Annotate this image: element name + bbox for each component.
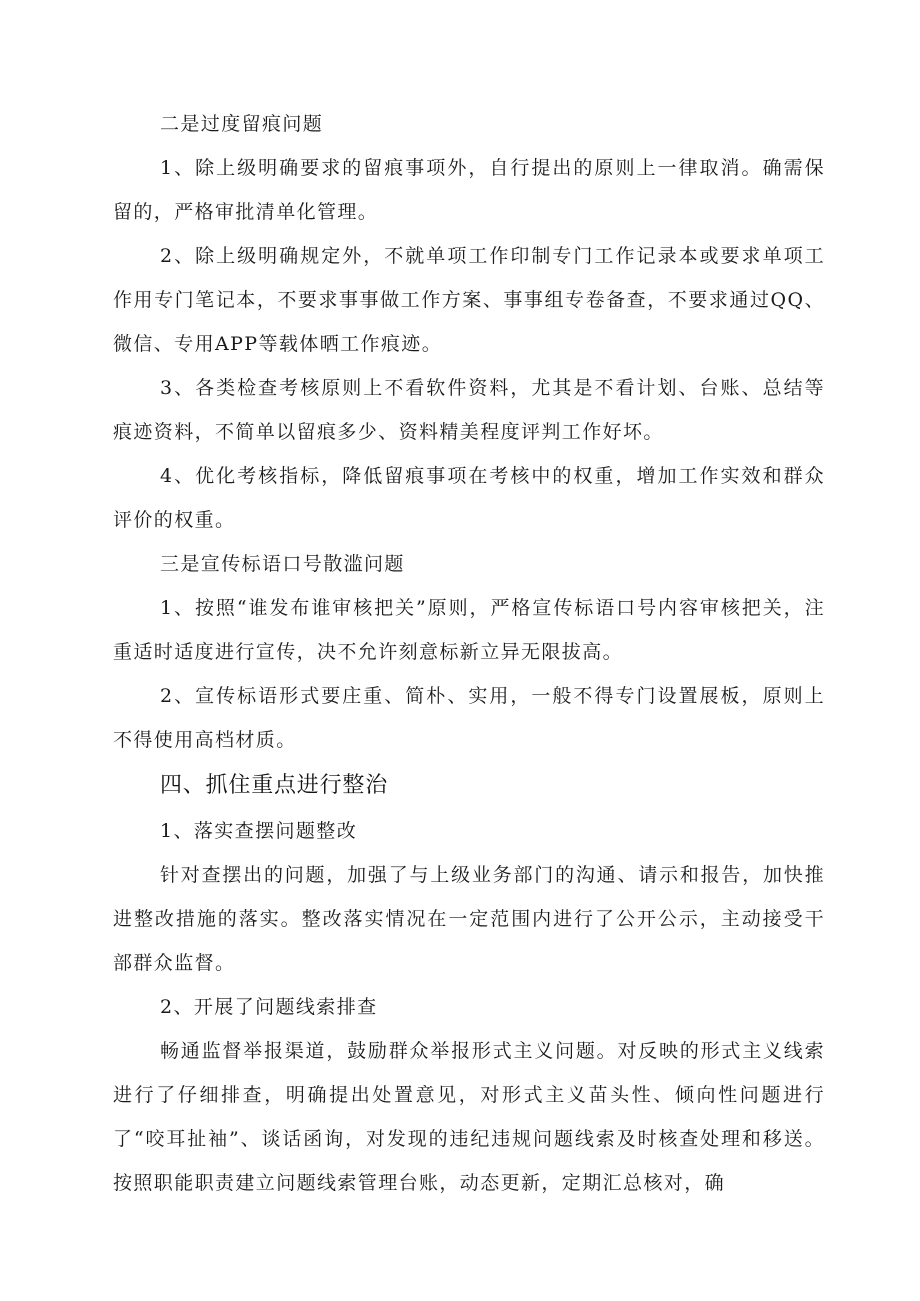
paragraph-trace-item-1: 1、除上级明确要求的留痕事项外，自行提出的原则上一律取消。确需保留的，严格审批清单化管理。 bbox=[113, 157, 825, 223]
paragraph-slogan-item-1: 1、按照“谁发布谁审核把关”原则，严格宣传标语口号内容审核把关，注重适时适度进行宣传，决不允许刻意标新立异无限拔高。 bbox=[113, 597, 825, 663]
subheading-clue-investigation: 2、开展了问题线索排查 bbox=[160, 996, 378, 1018]
paragraph-rectification: 针对查摆出的问题，加强了与上级业务部门的沟通、请示和报告，加快推进整改措施的落实。整改落实情况在一定范围内进行了公开公示，主动接受干部群众监督。 bbox=[113, 864, 825, 974]
paragraph-trace-item-2: 2、除上级明确规定外，不就单项工作印制专门工作记录本或要求单项工作用专门笔记本，不要求事事做工作方案、事事组专卷备查，不要求通过QQ、微信、专用APP等载体晒工作痕迹。 bbox=[113, 245, 825, 355]
document-body bbox=[113, 102, 825, 1205]
section-heading-excessive-traces: 二是过度留痕问题 bbox=[160, 113, 324, 135]
chapter-heading-four: 四、抓住重点进行整治 bbox=[160, 773, 389, 798]
section-heading-slogans: 三是宣传标语口号散滥问题 bbox=[160, 553, 405, 575]
paragraph-clue-investigation: 畅通监督举报渠道，鼓励群众举报形式主义问题。对反映的形式主义线索进行了仔细排查，明确提出处置意见，对形式主义苗头性、倾向性问题进行了“咬耳扯袖”、谈话函询，对发现的违纪违规问题线索及时核查处理和移送。按照职能职责建立问题线索管理台账，动态更新，定期汇总核对，确 bbox=[113, 1040, 825, 1194]
paragraph-trace-item-4: 4、优化考核指标，降低留痕事项在考核中的权重，增加工作实效和群众评价的权重。 bbox=[113, 465, 825, 531]
paragraph-slogan-item-2: 2、宣传标语形式要庄重、简朴、实用，一般不得专门设置展板，原则上不得使用高档材质。 bbox=[113, 685, 825, 751]
paragraph-trace-item-3: 3、各类检查考核原则上不看软件资料，尤其是不看计划、台账、总结等痕迹资料，不简单以留痕多少、资料精美程度评判工作好坏。 bbox=[113, 377, 825, 443]
subheading-rectification: 1、落实查摆问题整改 bbox=[160, 820, 358, 842]
